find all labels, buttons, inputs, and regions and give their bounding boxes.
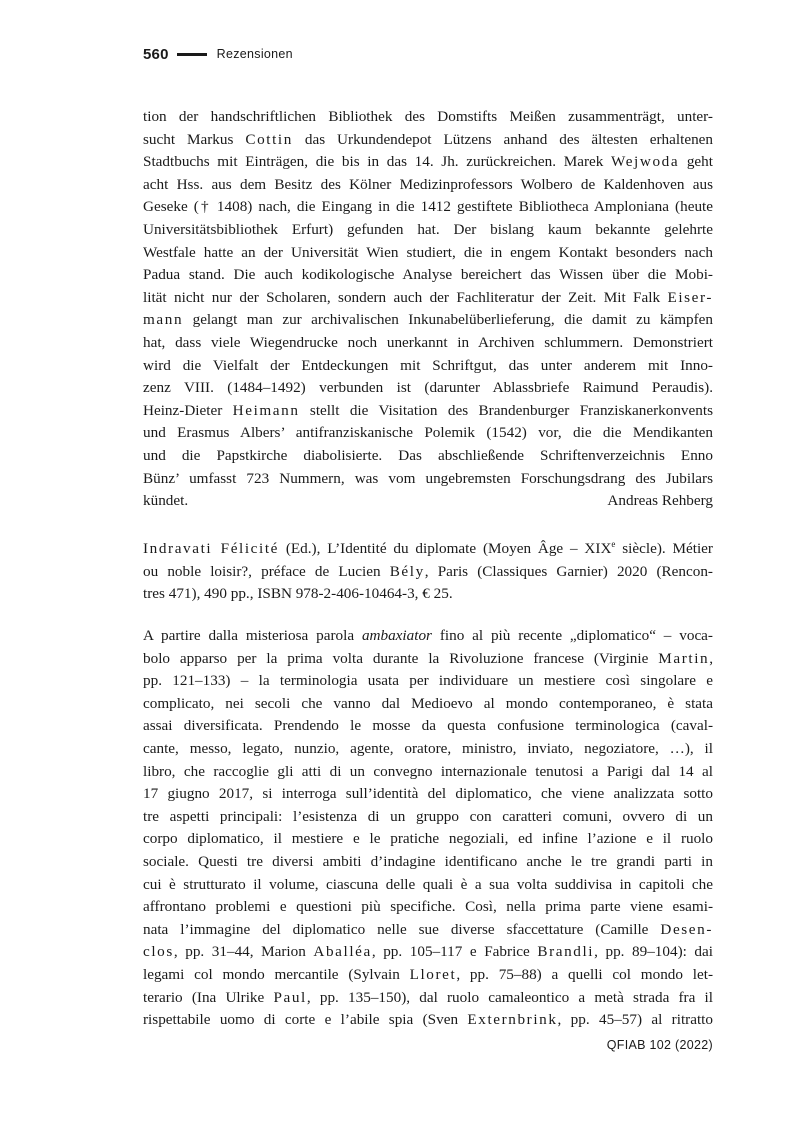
journal-footer: QFIAB 102 (2022) (606, 1038, 713, 1052)
text-line (143, 670, 713, 693)
text-line (143, 242, 713, 265)
text-line (143, 377, 713, 400)
bibliographic-entry (143, 538, 713, 606)
text-segment: wird die Vielfalt der Entdeckungen mit Schriftgut, das unter anderem mit Inno- (143, 356, 713, 374)
biblio-line: Indravati Félicité (Ed.), L’Identité du diplomate (Moyen Âge – XIXe siècle). Métier (143, 538, 713, 557)
text-segment: sociale. Questi tre diversi ambiti d’indagine identificano anche le tre grandi parti in (143, 852, 713, 870)
text-line (143, 738, 713, 761)
text-segment: hat, dass viele Wiegendrucke noch unerkannt in Archiven schlummern. Demonstriert (143, 333, 713, 351)
text-segment: kündet. (143, 492, 189, 510)
text-segment: assai diversificata. Prendendo le mosse da questa confusione terminologica (caval- (143, 717, 713, 735)
text-segment: lität nicht nur der Scholaren, sondern auch der Fachliteratur der Zeit. Mit Falk (143, 288, 668, 306)
review-text (143, 625, 713, 1032)
text-segment: , pp. 75–88) a quelli col mondo let- (456, 965, 714, 983)
text-line (143, 445, 713, 468)
text-segment: Universitätsbibliothek Erfurt) gefunden hat. Der bislang kaum bekannte gelehrte (143, 220, 713, 238)
text-segment: , pp. 89–104): dai (594, 943, 713, 961)
author-name: Eiser- (667, 288, 713, 306)
text-line (143, 129, 713, 152)
editor-name: Indravati Félicité (143, 540, 279, 557)
text-segment: bolo apparso per la prima volta durante la Rivoluzione francese (Virginie (143, 649, 659, 667)
text-line (143, 851, 713, 874)
author-name: ambaxiator (361, 627, 432, 644)
text-line (143, 106, 713, 129)
page-number: 560 (143, 45, 169, 63)
text-line (143, 783, 713, 806)
text-line (143, 287, 713, 310)
text-segment: , pp. 45–57) al ritratto (557, 1011, 713, 1029)
author-name: clos (143, 943, 174, 961)
author-name: Aballéa (313, 943, 372, 961)
text-segment: corpo diplomatico, il mestiere e le pratiche negoziali, ed infine l’azione e il ruolo (143, 830, 713, 848)
text-line (143, 355, 713, 378)
text-line (143, 941, 713, 964)
text-segment: fino al più recente „diplomatico“ – voca- (431, 627, 713, 644)
author-name: Martin (658, 649, 710, 667)
text-segment: stellt die Visitation des Brandenburger Franziskanerkonvents (299, 401, 713, 419)
text-line (143, 828, 713, 851)
text-segment: und Erasmus Albers’ antifranziskanische Polemik (1542) vor, die die Mendikanten (143, 424, 713, 442)
text-segment: , pp. 105–117 e Fabrice (371, 943, 538, 961)
text-line (143, 625, 713, 648)
author-name: Paul (273, 988, 307, 1006)
text-segment: tion der handschriftlichen Bibliothek des Domstifts Meißen zusammenträgt, unter- (143, 108, 713, 125)
text-segment: 17 giugno 2017, si interroga sull’identità del diplomatico, che viene analizzata sotto (143, 785, 713, 803)
text-segment: , pp. 31–44, Marion (173, 943, 314, 961)
preface-author: Bély (389, 562, 425, 580)
text-line (143, 693, 713, 716)
author-name: mann (143, 311, 184, 329)
text-line (143, 400, 713, 423)
text-line (143, 151, 713, 174)
text-line (143, 332, 713, 355)
text-segment: zenz VIII. (1484–1492) verbunden ist (darunter Ablassbriefe Raimund Peraudis). (143, 379, 713, 397)
biblio-line: ou noble loisir?, préface de Lucien Bély, Paris (Classiques Garnier) 2020 (Rencon- (143, 562, 713, 580)
author-name: Cottin (245, 130, 293, 148)
text-segment: Geseke († 1408) nach, die Eingang in die 1412 gestiftete Bibliotheca Amploniana (heute (143, 198, 713, 216)
reviewer-signature: Andreas Rehberg (607, 492, 713, 510)
text-line (143, 1009, 713, 1032)
text-line (143, 422, 713, 445)
text-line (143, 219, 713, 242)
text-segment: pp. 121–133) – la terminologia usata per individuare un mestiere così singolare e (143, 672, 713, 690)
text-segment: cui è strutturato il volume, ciascuna delle quali è a sua volta suddivisa in capitoli che (143, 875, 713, 893)
text-line (143, 806, 713, 829)
biblio-line: tres 471), 490 pp., ISBN 978-2-406-10464-3, € 25. (143, 585, 453, 603)
text-segment: A partire dalla misteriosa parola (143, 627, 362, 644)
text-line (143, 874, 713, 897)
text-segment: Padua stand. Die auch kodikologische Analyse bereichert das Wissen über die Mobi- (143, 266, 713, 284)
header-rule (177, 53, 207, 56)
text-segment: , pp. 135–150), dal ruolo camaleontico a metà strada fra il (306, 988, 713, 1006)
text-segment: tre aspetti principali: l’esistenza di un gruppo con caratteri comuni, ovvero di un (143, 807, 713, 825)
text-line (143, 468, 713, 491)
author-name: Externbrink (467, 1011, 558, 1029)
author-name: Desen- (660, 920, 713, 938)
text-segment: Stadtbuchs mit Einträgen, die bis in das 14. Jh. zurückreichen. Marek (143, 153, 611, 171)
author-name: Brandli (537, 943, 595, 961)
review-continuation (143, 106, 713, 513)
text-line (143, 309, 713, 332)
text-line (143, 648, 713, 671)
text-segment: sucht Markus (143, 130, 246, 148)
author-name: Lloret (409, 965, 457, 983)
text-segment: acht Hss. aus dem Besitz des Kölner Medizinprofessors Wolbero de Kaldenhoven aus (143, 175, 713, 193)
text-segment: nata l’immagine del diplomatico nelle sue diverse sfaccettature (Camille (143, 920, 661, 938)
author-name: Wejwoda (611, 153, 680, 171)
text-segment: geht (679, 153, 713, 171)
author-name: Heimann (232, 401, 300, 419)
text-line (143, 715, 713, 738)
text-segment: und die Papstkirche diabolisierte. Das abschließende Schriftenverzeichnis Enno (143, 446, 713, 464)
running-header (143, 43, 293, 65)
text-segment: Westfale hatte an der Universität Wien studiert, die in engem Kontakt besonders nach (143, 243, 713, 261)
text-line (143, 919, 713, 942)
text-segment: terario (Ina Ulrike (143, 988, 274, 1006)
text-segment: das Urkundendepot Lützens anhand des ältesten erhaltenen (292, 130, 713, 148)
text-line (143, 264, 713, 287)
text-segment: rispettabile uomo di corte e l’abile spia (Sven (143, 1011, 468, 1029)
text-segment: legami col mondo mercantile (Sylvain (143, 965, 410, 983)
closing-line (143, 490, 713, 513)
text-segment: Heinz-Dieter (143, 401, 233, 419)
text-segment: gelangt man zur archivalischen Inkunabelüberlieferung, die damit zu kämpfen (183, 311, 713, 329)
text-line (143, 987, 713, 1010)
text-line (143, 196, 713, 219)
text-line (143, 964, 713, 987)
text-segment: Bünz’ umfasst 723 Nummern, was vom ungebremsten Forschungsdrang des Jubilars (143, 469, 713, 487)
text-segment: cante, messo, legato, nunzio, agente, oratore, ministro, inviato, negoziatore, …), il (143, 739, 713, 757)
text-segment: affrontano problemi e questioni più specifiche. Così, nella prima parte viene esami- (143, 898, 713, 916)
text-line (143, 174, 713, 197)
text-segment: complicato, nei secoli che vanno dal Medioevo al mondo contemporaneo, è stata (143, 694, 713, 712)
section-title: Rezensionen (216, 47, 293, 61)
text-line (143, 761, 713, 784)
text-segment: , (709, 649, 713, 667)
text-segment: libro, che raccoglie gli atti di un convegno internazionale tenutosi a Parigi dal 14 al (143, 762, 713, 780)
text-line (143, 896, 713, 919)
